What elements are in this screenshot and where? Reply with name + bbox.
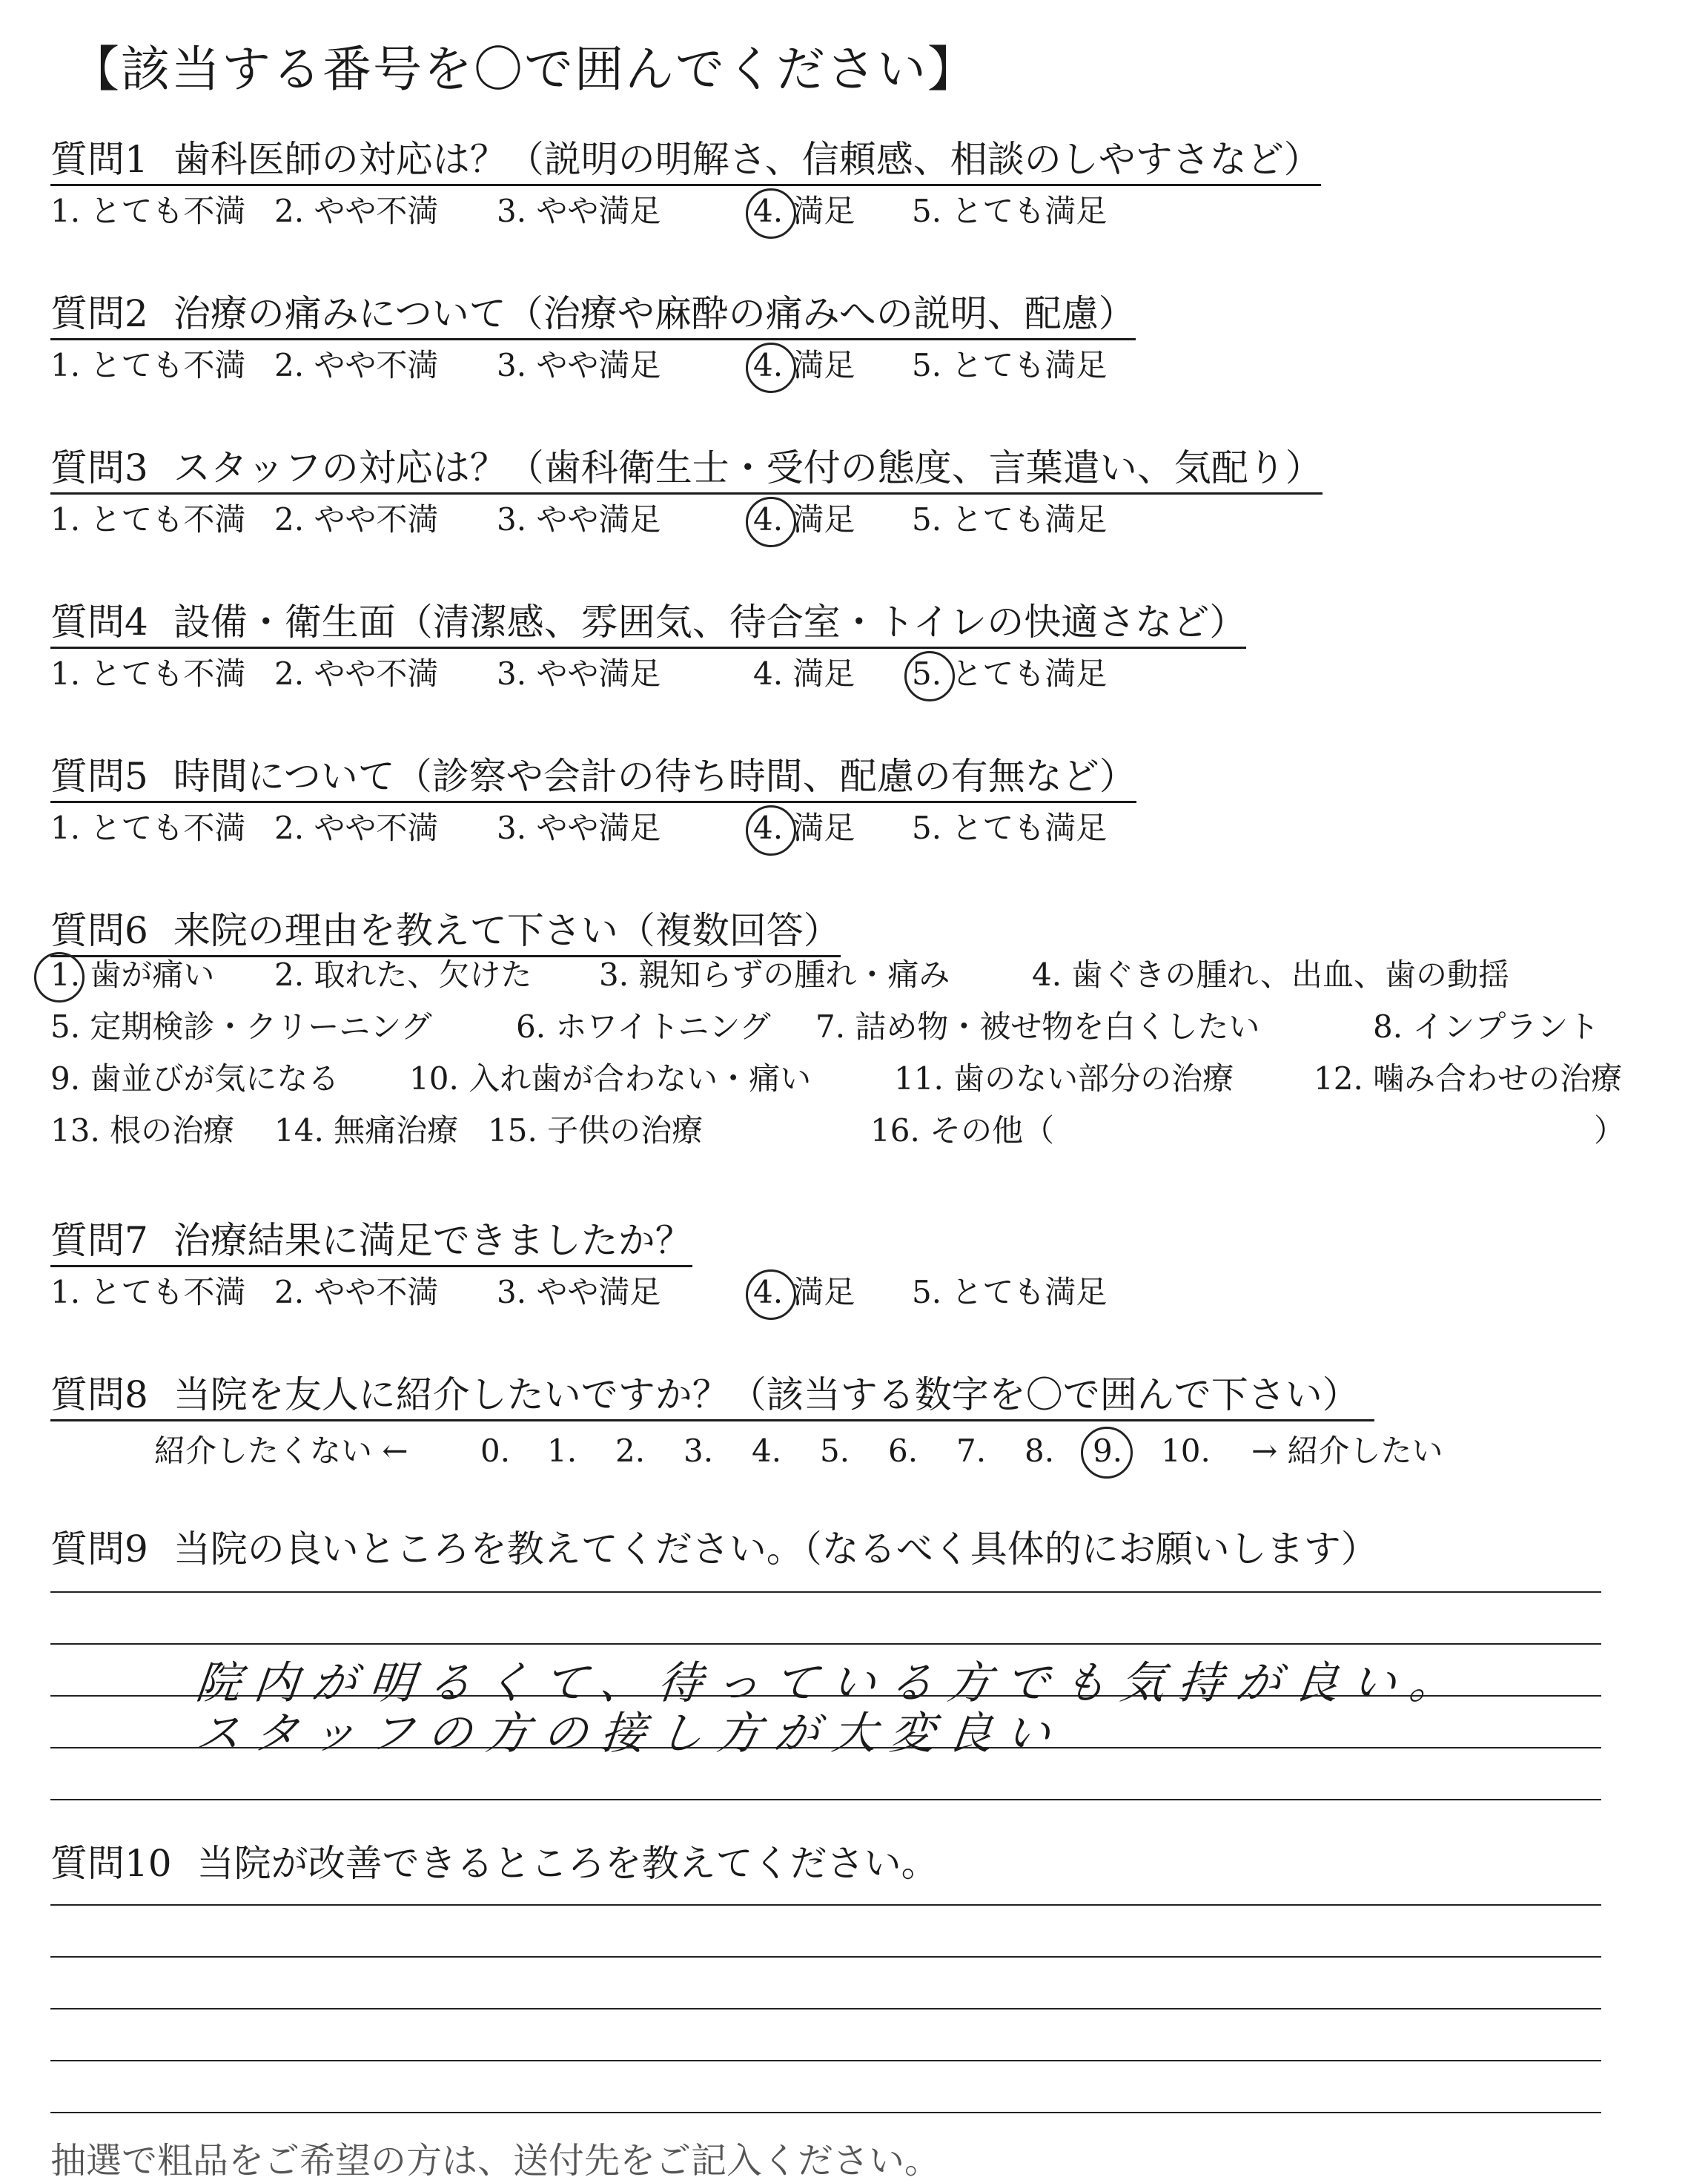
question-6-option[interactable]: 13. 根の治療 [50,1112,235,1149]
question-6-option[interactable]: 4. 歯ぐきの腫れ、出血、歯の動揺 [1032,957,1509,993]
option-5[interactable]: 5. とても満足 [912,1274,1108,1310]
option-4[interactable]: 4. 満足 [753,193,855,229]
option-1[interactable]: 1. とても不満 [50,655,246,692]
question-6-option[interactable]: 16. その他（ [870,1112,1055,1149]
question-6-option[interactable]: 12. 噛み合わせの治療 [1314,1060,1623,1097]
question-6-option[interactable]: 1. 歯が痛い [50,957,215,993]
option-2[interactable]: 2. やや不満 [274,1274,439,1310]
option-4[interactable]: 4. 満足 [753,501,855,538]
recommend-score-2[interactable]: 2. [615,1433,646,1469]
question-8-text: 当院を友人に紹介したいですか？（該当する数字を〇で囲んで下さい） [173,1373,1360,1416]
option-5[interactable]: 5. とても満足 [912,810,1108,846]
question-8-heading [50,1373,1374,1421]
question-10-heading [50,1842,939,1888]
question-6-option[interactable]: 6. ホワイトニング [516,1008,771,1045]
option-3[interactable]: 3. やや満足 [497,1274,661,1310]
option-3[interactable]: 3. やや満足 [497,501,661,538]
recommend-score-0[interactable]: 0. [480,1433,511,1469]
answer-line [50,2112,1601,2113]
recommend-score-8[interactable]: 8. [1025,1433,1055,1469]
option-2[interactable]: 2. やや不満 [274,193,439,229]
question-6-option[interactable]: 5. 定期検診・クリーニング [50,1008,432,1045]
handwritten-answer-line-2: スタッフの方の接し方が大変良い [193,1708,1067,1760]
question-1-text: 歯科医師の対応は？（説明の明解さ、信頼感、相談のしやすさなど） [173,138,1321,181]
question-2-number: 質問2 [50,292,148,335]
question-3-number: 質問3 [50,446,148,489]
answer-line [50,1643,1601,1645]
question-6-option[interactable]: 7. 詰め物・被せ物を白くしたい [815,1008,1260,1045]
option-1[interactable]: 1. とても不満 [50,810,246,846]
question-1-number: 質問1 [50,138,148,181]
question-7-number: 質問7 [50,1219,148,1262]
option-5[interactable]: 5. とても満足 [912,347,1108,383]
question-9-number: 質問9 [50,1528,148,1571]
option-5[interactable]: 5. とても満足 [912,655,1108,692]
question-9-text: 当院の良いところを教えてください。（なるべく具体的にお願いします） [173,1528,1378,1571]
scale-right-label: → 紹介したい [1251,1433,1443,1469]
answer-line [50,1904,1601,1906]
question-6-option[interactable]: 2. 取れた、欠けた [274,957,532,993]
question-6-option[interactable]: 10. 入れ歯が合わない・痛い [409,1060,812,1097]
question-7-text: 治療結果に満足できましたか？ [173,1219,692,1262]
option-5[interactable]: 5. とても満足 [912,501,1108,538]
page-title: 【該当する番号を〇で囲んでください】 [70,41,978,98]
question-3-heading [50,446,1323,495]
option-1[interactable]: 1. とても不満 [50,347,246,383]
option-3[interactable]: 3. やや満足 [497,655,661,692]
question-4-text: 設備・衛生面（清潔感、雰囲気、待合室・トイレの快適さなど） [173,601,1247,644]
option-3[interactable]: 3. やや満足 [497,193,661,229]
question-6-heading [50,909,841,957]
scale-left-label: 紹介したくない ← [154,1433,408,1469]
option-1[interactable]: 1. とても不満 [50,1274,246,1310]
question-6-option[interactable]: 15. 子供の治療 [488,1112,704,1149]
question-6-option[interactable]: 9. 歯並びが気になる [50,1060,340,1097]
question-6-text: 来院の理由を教えて下さい（複数回答） [173,909,841,952]
question-7-heading [50,1219,692,1267]
recommend-score-9[interactable]: 9. [1093,1433,1123,1469]
recommend-score-4[interactable]: 4. [752,1433,782,1469]
option-5[interactable]: 5. とても満足 [912,193,1108,229]
question-5-text: 時間について（診察や会計の待ち時間、配慮の有無など） [173,755,1136,798]
question-1-heading [50,138,1321,186]
option-2[interactable]: 2. やや不満 [274,810,439,846]
answer-line [50,2008,1601,2009]
question-6-option[interactable]: 3. 親知らずの腫れ・痛み [599,957,950,993]
option-3[interactable]: 3. やや満足 [497,347,661,383]
footer-note: 抽選で粗品をご希望の方は、送付先をご記入ください。 [50,2140,941,2182]
recommend-score-1[interactable]: 1. [547,1433,577,1469]
option-1[interactable]: 1. とても不満 [50,501,246,538]
recommend-score-7[interactable]: 7. [956,1433,987,1469]
question-4-number: 質問4 [50,601,148,644]
handwritten-answer-line-1: 院内が明るくて、待っている方でも気持が良い。 [193,1657,1470,1709]
question-6-option[interactable]: 11. 歯のない部分の治療 [894,1060,1234,1097]
recommend-score-5[interactable]: 5. [820,1433,850,1469]
question-2-text: 治療の痛みについて（治療や麻酔の痛みへの説明、配慮） [173,292,1136,335]
option-1[interactable]: 1. とても不満 [50,193,246,229]
answer-line [50,1591,1601,1593]
option-4[interactable]: 4. 満足 [753,810,855,846]
option-4[interactable]: 4. 満足 [753,1274,855,1310]
recommend-score-10[interactable]: 10. [1161,1433,1211,1469]
question-6-option[interactable]: 14. 無痛治療 [274,1112,459,1149]
question-3-text: スタッフの対応は？（歯科衛生士・受付の態度、言葉遣い、気配り） [173,446,1323,489]
question-9-heading [50,1530,1378,1573]
question-5-heading [50,755,1136,803]
option-2[interactable]: 2. やや不満 [274,501,439,538]
answer-line [50,1956,1601,1958]
option-3[interactable]: 3. やや満足 [497,810,661,846]
option-4[interactable]: 4. 満足 [753,347,855,383]
question-10-text: 当院が改善できるところを教えてください。 [196,1842,939,1885]
recommend-score-6[interactable]: 6. [888,1433,918,1469]
question-2-heading [50,292,1136,340]
question-5-number: 質問5 [50,755,148,798]
question-4-heading [50,601,1247,649]
question-6-option[interactable]: 8. インプラント [1373,1008,1600,1045]
question-6-number: 質問6 [50,909,148,952]
option-2[interactable]: 2. やや不満 [274,347,439,383]
answer-line [50,1799,1601,1800]
question-8-number: 質問8 [50,1373,148,1416]
answer-line [50,2060,1601,2061]
question-10-number: 質問10 [50,1842,172,1885]
recommend-score-3[interactable]: 3. [683,1433,714,1469]
option-4[interactable]: 4. 満足 [753,655,855,692]
question-6-option[interactable]: ） [1594,1112,1626,1149]
option-2[interactable]: 2. やや不満 [274,655,439,692]
